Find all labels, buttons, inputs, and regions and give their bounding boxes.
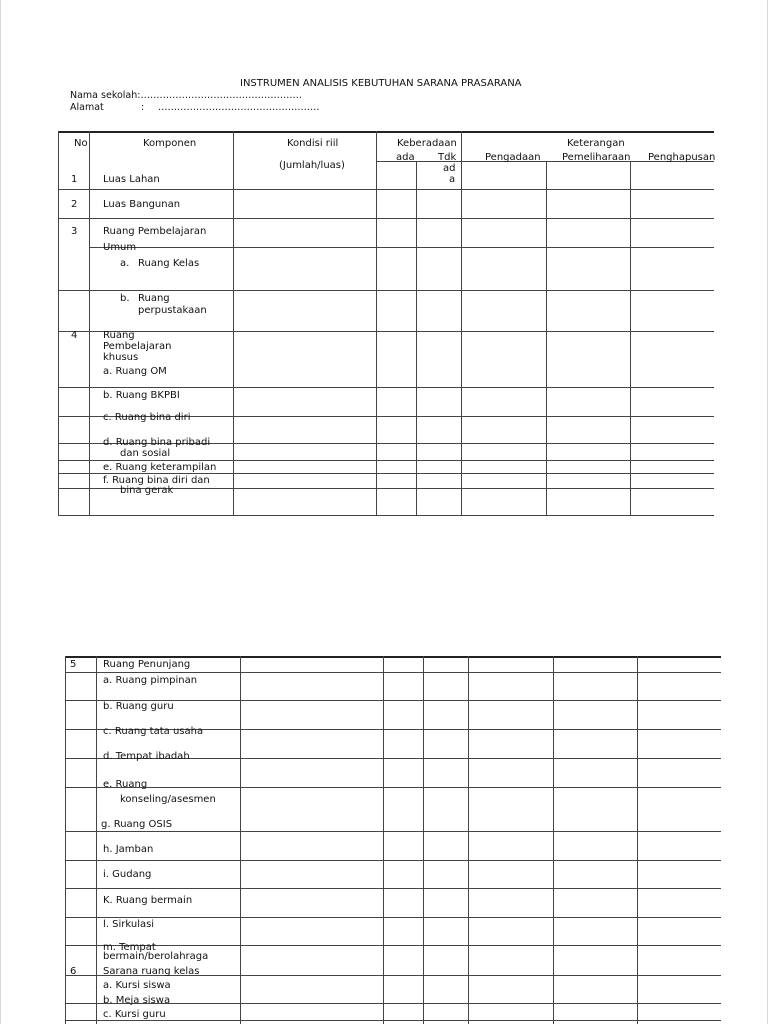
table-1-col-line xyxy=(89,131,90,516)
row-label: a. Ruang OM xyxy=(103,366,167,377)
header-ada: ada xyxy=(396,152,415,163)
table-2-row-line xyxy=(65,888,721,889)
table-2-row-line xyxy=(65,787,721,788)
row-label: e. Ruang keterampilan xyxy=(103,462,217,473)
header-kondisi-sub: (Jumlah/luas) xyxy=(279,160,345,171)
row-label: Luas Bangunan xyxy=(103,199,181,210)
row-number: 2 xyxy=(71,199,78,210)
header-penghapusan: Penghapusan xyxy=(648,152,716,163)
row-label: a. Ruang pimpinan xyxy=(103,675,198,686)
row-marker: a. xyxy=(120,258,130,269)
header-keterangan: Keterangan xyxy=(567,138,625,149)
table-1-row-line xyxy=(58,331,714,332)
table-2-col-line xyxy=(423,656,424,1024)
table-1-col-line xyxy=(416,161,417,516)
page-edge-left xyxy=(0,0,1,1024)
row-label: b. Ruang BKPBI xyxy=(103,390,180,401)
row-label: e. Ruang xyxy=(103,779,148,790)
table-2-col-line xyxy=(65,656,66,1024)
table-2-col-line xyxy=(637,656,638,1024)
address-label: Alamat xyxy=(70,102,104,113)
row-label: a. Kursi siswa xyxy=(103,980,171,991)
row-label: bermain/berolahraga xyxy=(103,951,209,962)
table-1-col-line xyxy=(233,131,234,516)
table-1-col-line xyxy=(376,131,377,516)
header-tdk-ad: ad xyxy=(443,163,456,174)
row-number: 5 xyxy=(70,659,77,670)
address-field: …………………………………………… xyxy=(158,102,320,113)
header-kondisi: Kondisi riil xyxy=(287,138,339,149)
row-label: Ruang xyxy=(103,330,135,341)
row-label: Ruang Kelas xyxy=(138,258,200,269)
row-label: b. Ruang guru xyxy=(103,701,174,712)
header-no: No xyxy=(74,138,88,149)
table-1-row-line xyxy=(58,460,714,461)
table-1-row-line xyxy=(58,218,714,219)
header-tdk-a: a xyxy=(449,174,456,185)
table-1-bottom-border xyxy=(58,515,714,516)
row-label: Ruang Penunjang xyxy=(103,659,191,670)
row-label: dan sosial xyxy=(120,448,171,459)
row-label: Luas Lahan xyxy=(103,174,160,185)
row-label: c. Ruang bina diri xyxy=(103,412,191,423)
row-label: Umum xyxy=(103,242,137,253)
table-1-row-line xyxy=(89,247,714,248)
row-label: konseling/asesmen xyxy=(120,794,216,805)
table-2-row-line xyxy=(65,1020,721,1021)
row-label: l. Sirkulasi xyxy=(103,919,155,930)
table-2-top-border xyxy=(65,656,721,658)
row-label: c. Kursi guru xyxy=(103,1009,166,1020)
row-number: 6 xyxy=(70,966,77,977)
row-label: m. Tempat xyxy=(103,942,156,953)
row-label: Pembelajaran xyxy=(103,341,172,352)
header-pemeliharaan: Pemeliharaan xyxy=(562,152,631,163)
row-label: h. Jamban xyxy=(103,844,154,855)
table-2-col-line xyxy=(468,656,469,1024)
row-number: 3 xyxy=(71,226,78,237)
header-pengadaan: Pengadaan xyxy=(485,152,541,163)
row-label: g. Ruang OSIS xyxy=(101,819,173,830)
table-1-row-line xyxy=(58,290,714,291)
row-label: khusus xyxy=(103,352,139,363)
header-komponen: Komponen xyxy=(143,138,197,149)
table-2-col-line xyxy=(96,656,97,1024)
header-tdk: Tdk xyxy=(438,152,457,163)
row-label: Ruang xyxy=(138,293,170,304)
table-2-row-line xyxy=(65,917,721,918)
document-title: INSTRUMEN ANALISIS KEBUTUHAN SARANA PRASARANA xyxy=(240,78,522,89)
table-2-row-line xyxy=(65,672,721,673)
table-1-row-line xyxy=(58,473,714,474)
row-label: i. Gudang xyxy=(103,869,152,880)
table-2-row-line xyxy=(65,831,721,832)
row-number: 1 xyxy=(71,174,78,185)
row-label: d. Tempat ibadah xyxy=(103,751,190,762)
table-2-col-line xyxy=(383,656,384,1024)
table-1-col-line xyxy=(546,161,547,516)
address-colon: : xyxy=(141,102,145,113)
table-1-row-line xyxy=(58,387,714,388)
row-label: K. Ruang bermain xyxy=(103,895,193,906)
row-label: f. Ruang bina diri dan xyxy=(103,475,210,486)
table-2-row-line xyxy=(65,945,721,946)
table-1-row-line xyxy=(58,189,714,190)
row-label: Sarana ruang kelas xyxy=(103,966,200,977)
table-2-col-line xyxy=(240,656,241,1024)
row-label: Ruang Pembelajaran xyxy=(103,226,207,237)
row-label: c. Ruang tata usaha xyxy=(103,726,204,737)
row-marker: b. xyxy=(120,293,130,304)
school-name-field: Nama sekolah:…………………………………………… xyxy=(70,90,302,101)
row-number: 4 xyxy=(71,330,78,341)
row-label: d. Ruang bina pribadi xyxy=(103,437,211,448)
row-label: perpustakaan xyxy=(138,305,207,316)
table-1-col-line xyxy=(461,131,462,516)
table-1-col-line xyxy=(58,131,59,516)
table-2-row-line xyxy=(65,860,721,861)
header-keberadaan: Keberadaan xyxy=(397,138,457,149)
table-1-col-line xyxy=(630,161,631,516)
row-label: b. Meja siswa xyxy=(103,995,171,1006)
table-2-col-line xyxy=(553,656,554,1024)
row-label: bina gerak xyxy=(120,485,174,496)
table-1-top-border xyxy=(58,131,714,133)
